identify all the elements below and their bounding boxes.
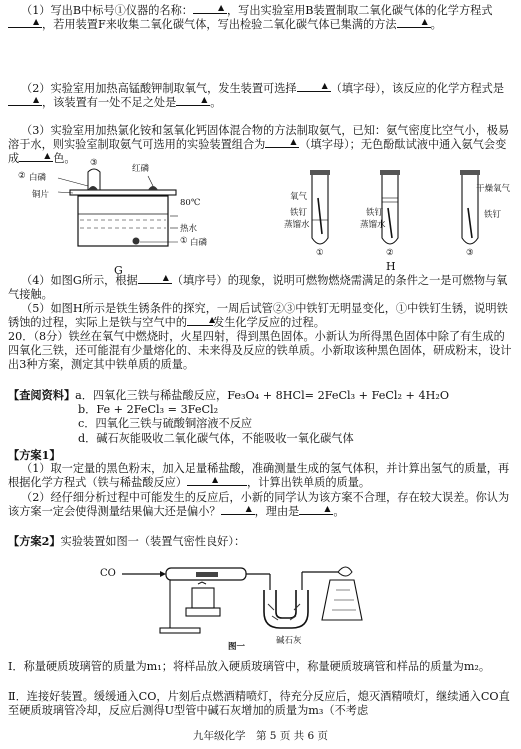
answer-blank[interactable] <box>19 152 53 162</box>
step-1: Ⅰ．称量硬质玻璃管的质量为m₁；将样品放入硬质玻璃管中，称量硬质玻璃管和样品的质量为m₂。 <box>8 660 491 673</box>
underwater-phosphorus-mark <box>133 238 140 245</box>
figure-1: CO 碱石灰 图一 <box>100 554 400 644</box>
answer-blank[interactable] <box>8 96 42 106</box>
info-section: 【查阅资料】a．四氧化三铁与稀盐酸反应，Fe₃O₄ + 8HCl= 2FeCl₃ + FeCl₂ + 4H₂O b．Fe + 2FeCl₃ = 3FeCl₂ c．四氧化三铁与硫酸铜溶液不反应 d．碱石灰能吸收二氧化碳气体，不能吸收一氧化碳气体 <box>8 388 449 445</box>
answer-blank[interactable] <box>138 274 172 284</box>
figure-h: 氧气 铁钉 蒸馏水 铁钉 蒸馏水 干燥氧气 铁钉 ① ② ③ H <box>290 168 510 258</box>
answer-blank[interactable] <box>176 96 210 106</box>
question-4: （4）如图G所示，根据▲ （填序号）的现象，说明可燃物燃烧需满足的条件之一是可燃物与氧气接触。 <box>8 274 514 302</box>
answer-blank[interactable] <box>193 4 227 14</box>
figure-g: ③ 红磷 ② 白磷 铜片 80℃ 热水 ① 白磷 G <box>18 158 208 277</box>
step-2: Ⅱ．连接好装置。缓缓通入CO，片刻后点燃酒精喷灯，待充分反应后，熄灭酒精喷灯，继续通入CO直至硬质玻璃管冷却，反应后测得U型管中碱石灰增加的质量为m₃（不考虑 <box>8 690 510 718</box>
plan-2: 【方案2】实验装置如图一（装置气密性良好）： <box>8 534 246 548</box>
question-2: （2）实验室用加热高锰酸钾制取氧气，发生装置可选择▲ （填字母），该反应的化学方程式是▲，该装置有一处不足之处是▲ 。 <box>8 82 514 110</box>
answer-blank[interactable] <box>265 138 299 148</box>
answer-blank[interactable] <box>8 18 42 28</box>
answer-blank[interactable] <box>297 82 331 92</box>
answer-blank[interactable] <box>187 316 213 326</box>
answer-blank[interactable] <box>187 476 247 486</box>
answer-blank[interactable] <box>397 18 431 28</box>
question-3: （3）实验室用加热氯化铵和氢氧化钙固体混合物的方法制取氨气，已知：氨气密度比空气小，极易溶于水，则实验室制取氨气可选用的实验装置组合为▲ （填字母）；无色酚酞试液中通入氨气会变成▲ 色。 <box>8 124 514 167</box>
question-20: 20．（8分）铁丝在氧气中燃烧时，火星四射，得到黑色固体。小新认为所得黑色固体中除了有生成的四氧化三铁，还可能混有少量熔化的、未来得及反应的铁单质。小新取该种黑色固体，研成粉末，设计出3种方案，测定其中铁单质的质量。 <box>8 330 512 372</box>
answer-blank[interactable] <box>221 505 255 515</box>
page-footer: 九年级化学 第 5 页 共 6 页 <box>192 730 329 742</box>
question-5: （5）如图H所示是铁生锈条件的探究，一周后试管②③中铁钉无明显变化，①中铁钉生锈，说明铁锈蚀的过程，实际上是铁与空气中的▲ 发生化学反应的过程。 <box>8 302 514 330</box>
red-phosphorus-mark <box>148 186 158 190</box>
plan-1: 【方案1】 （1）取一定量的黑色粉末，加入足量稀盐酸，准确测量生成的氢气体积，并计算出氢气的质量，再根据化学方程式（铁与稀盐酸反应）▲ ，计算出铁单质的质量。 （2）经仔细分析过程中可能发生的反应后，小新的同学认为该方案不合理，存在较大误差。你认为该方案一定会使得测量结果偏大还是偏小？▲ ，理由是▲ 。 <box>8 448 514 519</box>
question-1: （1）写出B中标号①仪器的名称：▲ ，写出实验室用B装置制取二氧化碳气体的化学方程式▲，若用装置F来收集二氧化碳气体，写出检验二氧化碳气体已集满的方法▲ 。 <box>8 4 514 32</box>
white-phosphorus-mark <box>88 186 98 190</box>
answer-blank[interactable] <box>299 505 333 515</box>
